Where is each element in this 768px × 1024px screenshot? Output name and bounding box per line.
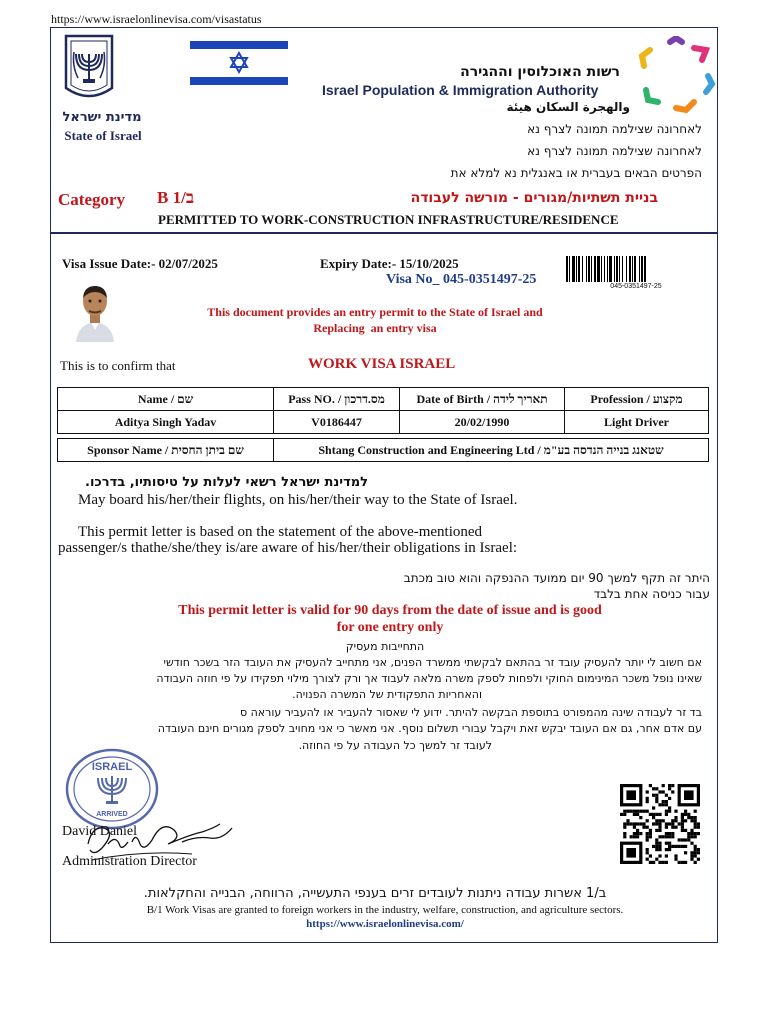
entry-permit-line-2: Replacing an entry visa: [313, 321, 437, 335]
header-divider: [51, 232, 717, 234]
authority-hebrew: רשות האוכלוסין וההגירה: [460, 64, 620, 80]
state-emblem-icon: [62, 32, 116, 104]
sponsor-value: Shtang Construction and Engineering Ltd / שטאנג בנייה הנדסה בע"מ: [274, 439, 709, 462]
cell-profession: Light Driver: [565, 411, 709, 434]
stamp-top-text: ISRAEL: [91, 761, 133, 773]
authority-english: Israel Population & Immigration Authority: [322, 82, 599, 98]
category-hebrew: בניית תשתיות/מגורים - מורשה לעבודה: [410, 190, 658, 206]
visa-title: WORK VISA ISRAEL: [308, 356, 456, 372]
expiry-date: Expiry Date:- 15/10/2025: [320, 256, 459, 271]
statement-line-1: This permit letter is based on the statement of the above-mentioned: [78, 524, 483, 540]
board-hebrew: למדינת ישראל רשאי לעלות על טיסותיו, בדרכו.: [85, 475, 368, 490]
valid-english-1: This permit letter is valid for 90 days from the date of issue and is good: [178, 603, 602, 618]
category-label: Category: [58, 190, 126, 209]
barcode: [566, 256, 706, 290]
signatory-title: Administration Director: [62, 854, 197, 869]
valid-hebrew-1: היתר זה תקף למשך 90 יום ממועד ההנפקה והוא טוב מכתב: [403, 571, 710, 585]
fill-note: הפרטים הבאים בעברית או באנגלית נא למלא את: [450, 166, 702, 180]
cell-name: Aditya Singh Yadav: [58, 411, 274, 434]
commitment-line-3: והאחריות התפקודית של המשרה הפנויה.: [292, 688, 482, 701]
board-english: May board his/her/their flights, on his/her/their way to the State of Israel.: [78, 492, 518, 508]
category-code: B 1/ב: [157, 188, 195, 207]
commitment-line-1: אם חשוב לי יותר להעסיק עובד זר בהתאם לבקשתי ממשרד הפנים, אני מתחייב להעסיק את העובד הזר בשכר חודשי: [163, 656, 702, 669]
israel-flag-icon: [190, 35, 288, 91]
photo-note-2: לאחרונה שצילמה תמונה לצרף נא: [527, 144, 702, 158]
qr-code-icon: [620, 784, 700, 864]
barcode-number: 045-0351497-25: [610, 283, 662, 290]
header-name: Name / שם: [58, 388, 274, 411]
table-row: [58, 411, 709, 434]
header-dob: Date of Birth / תאריך לידה: [400, 388, 565, 411]
applicant-table: [57, 387, 709, 462]
footer-hebrew: ב/1 אשרות עבודה ניתנות לעובדים זרים בענפי התעשייה, הרווחה, הבנייה והחקלאות.: [143, 886, 607, 901]
state-english-label: State of Israel: [64, 128, 142, 143]
header-passport: Pass NO. / מס.דרכון: [274, 388, 400, 411]
sponsor-row: [58, 439, 709, 462]
cell-dob: 20/02/1990: [400, 411, 565, 434]
confirm-text: This is to confirm that: [60, 358, 176, 373]
barcode-bar: [646, 256, 647, 282]
source-url: https://www.israelonlinevisa.com/visastatus: [51, 12, 262, 26]
footer-english: B/1 Work Visas are granted to foreign workers in the industry, welfare, construction, and agriculture sectors.: [146, 904, 624, 916]
visa-number: Visa No_ 045-0351497-25: [386, 272, 537, 287]
commitment-line-6: לעובד זר למשך כל העבודה על פי החוזה.: [298, 739, 492, 752]
statement-line-2: passenger/s thathe/she/they is/are aware of his/her/their obligations in Israel:: [58, 540, 518, 556]
authority-arabic: والهجرة السكان هيئة: [506, 100, 630, 114]
issue-date: Visa Issue Date:- 02/07/2025: [62, 256, 218, 271]
table-header-row: [58, 388, 709, 411]
state-hebrew-label: מדינת ישראל: [62, 110, 142, 125]
signatory-name: David Daniel: [62, 824, 138, 839]
entry-permit-line-1: This document provides an entry permit to the State of Israel and: [207, 305, 543, 319]
permitted-line: PERMITTED TO WORK-CONSTRUCTION INFRASTRUCTURE/RESIDENCE: [158, 212, 619, 227]
barcode-bars: [566, 256, 706, 282]
photo-note-1: לאחרונה שצילמה תמונה לצרף נא: [527, 122, 702, 136]
sponsor-label: Sponsor Name / שם ביתן החסית: [58, 439, 274, 462]
commitment-line-2: שאינו נופל משכר המינימום החוקי ולפחות לספק משרה מלאה לעבוד אך ורק לצורך מילוי תפקידו על פי חוזה העבודה: [156, 672, 702, 685]
commitment-line-4: בד זר לעבודה שינה מהמפורט בתוספת הבקשה להיתר. ידוע לי שאסור להעביר או להעביר עוראה ס: [239, 706, 702, 719]
valid-hebrew-2: עבור כניסה אחת בלבד: [593, 587, 710, 601]
authority-logo-icon: [636, 36, 716, 116]
applicant-photo: [72, 278, 118, 342]
commitment-line-5: עם אדם אחר, גם אם העובד יבקש זאת ויקבל עבורי תשלום נוסף. אני מאשר כי אני מחויב לספק מגורים חינם העובדה: [157, 722, 702, 735]
stamp-bottom-text: ARRIVED: [96, 811, 128, 818]
header-profession: Profession / מקצוע: [565, 388, 709, 411]
commitment-title: התחייבות מעסיק: [345, 640, 425, 653]
valid-english-2: for one entry only: [336, 620, 444, 635]
signature-drawing: [82, 814, 242, 864]
footer-url[interactable]: https://www.israelonlinevisa.com/: [306, 918, 464, 930]
cell-passport: V0186447: [274, 411, 400, 434]
